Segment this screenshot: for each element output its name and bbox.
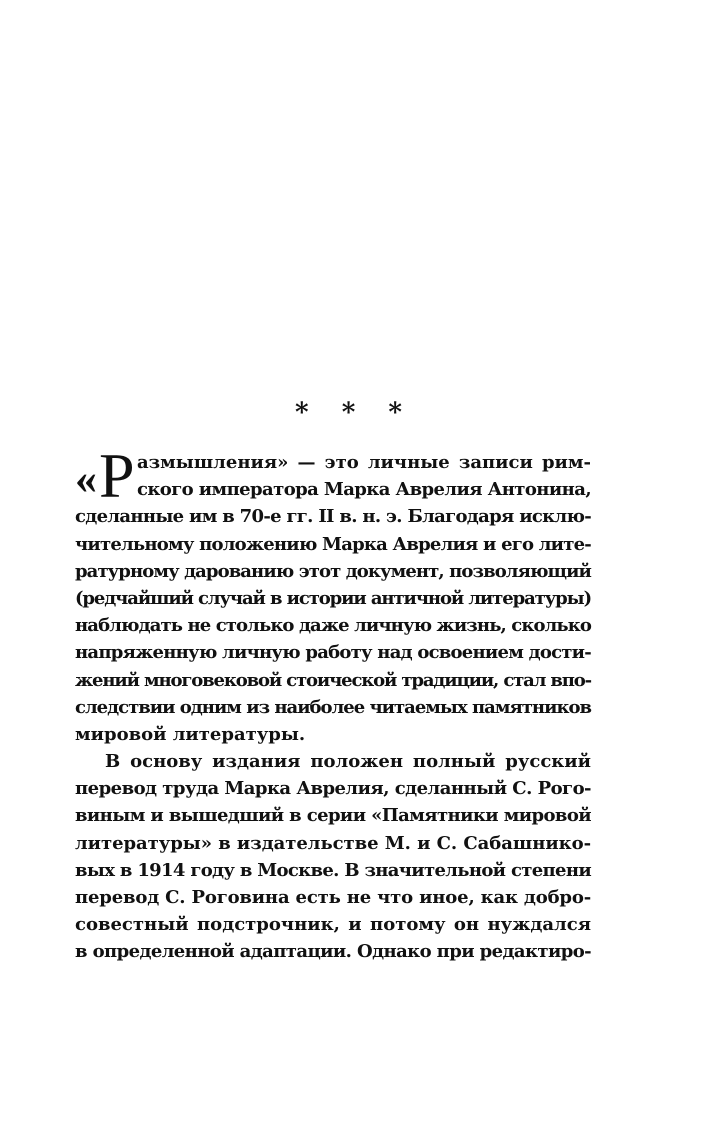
text-line: мировой литературы. <box>75 723 306 745</box>
text-line: наблюдать не столько даже личную жизнь, сколько <box>75 615 591 637</box>
text-line: В основу издания положен полный русский <box>105 751 591 773</box>
text-line: в определенной адаптации. Однако при редактиро- <box>75 941 592 963</box>
paragraph-2 <box>75 748 591 966</box>
text-line: виным и вышедший в серии «Памятники мировой <box>75 805 591 827</box>
text-line: вых в 1914 году в Москве. В значительной степени <box>75 859 592 881</box>
section-separator: * * * <box>295 398 414 428</box>
text-line: перевод труда Марка Аврелия, сделанный С. Рого- <box>75 778 592 800</box>
text-line: сделанные им в 70-е гг. II в. н. э. Благодаря исклю- <box>75 506 592 528</box>
text-line: азмышления» — это личные записи рим- <box>137 452 591 473</box>
drop-cap <box>75 440 135 511</box>
text-line: напряженную личную работу над освоением дости- <box>75 642 591 664</box>
drop-cap-letter: Р <box>99 440 135 511</box>
text-line: ского императора Марка Аврелия Антонина, <box>137 479 591 501</box>
text-line: чительному положению Марка Аврелия и его лите- <box>75 533 591 555</box>
body-text <box>75 440 592 966</box>
paragraph-1 <box>75 440 592 748</box>
drop-cap-quote: « <box>75 454 97 503</box>
text-line: совестный подстрочник, и потому он нуждался <box>75 914 591 936</box>
text-line: литературы» в издательстве М. и С. Сабашнико- <box>75 832 591 854</box>
text-line: перевод С. Роговина есть не что иное, как добро- <box>75 887 591 908</box>
text-line: следствии одним из наиболее читаемых памятников <box>75 696 592 718</box>
text-line: ратурному дарованию этот документ, позволяющий <box>75 560 591 582</box>
text-line: (редчайший случай в истории античной литературы) <box>75 587 591 609</box>
text-line: жений многовековой стоической традиции, стал впо- <box>75 669 592 691</box>
